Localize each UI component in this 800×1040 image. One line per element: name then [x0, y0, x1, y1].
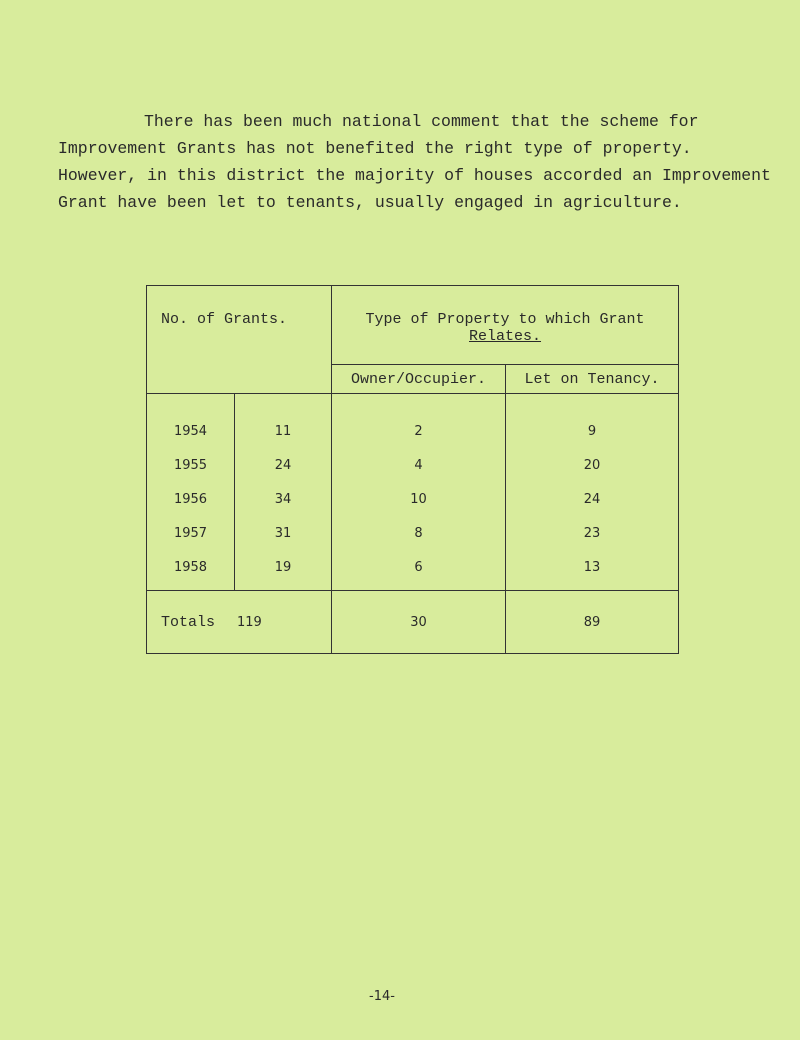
totals-cell: [147, 591, 332, 654]
table-row: [147, 448, 679, 482]
tenancy-cell: 23: [506, 516, 679, 550]
totals-owner: 30: [332, 591, 506, 654]
tenancy-cell: 9: [506, 394, 679, 449]
table-row: [147, 550, 679, 591]
grants-cell: 11: [235, 394, 332, 449]
tenancy-cell: 13: [506, 550, 679, 591]
year-cell: 1956: [147, 482, 235, 516]
header-let-on-tenancy: Let on Tenancy.: [506, 365, 679, 394]
intro-paragraph-text: There has been much national comment that the scheme for Improvement Grants has not benefited the right type of property. However, in this district the majority of houses accorded an Improvement Grant have been let to tenants, usually engaged in agriculture.: [58, 112, 771, 212]
table-header-row: [147, 286, 679, 365]
table-row: [147, 516, 679, 550]
owner-cell: 6: [332, 550, 506, 591]
totals-label: Totals: [161, 613, 216, 631]
year-cell: 1955: [147, 448, 235, 482]
page-number: -14-: [369, 989, 395, 1004]
year-cell: 1957: [147, 516, 235, 550]
header-property-type-line2: Relates.: [469, 328, 542, 345]
grants-cell: 31: [235, 516, 332, 550]
owner-cell: 4: [332, 448, 506, 482]
totals-row: [147, 591, 679, 654]
totals-grants: 119: [237, 614, 262, 630]
header-owner-occupier: Owner/Occupier.: [332, 365, 506, 394]
table-row: [147, 394, 679, 449]
owner-cell: 2: [332, 394, 506, 449]
grants-cell: 24: [235, 448, 332, 482]
improvement-grants-table: [146, 285, 679, 654]
intro-paragraph: [58, 108, 778, 216]
header-property-type-line1: Type of Property to which Grant: [365, 311, 645, 328]
table-row: [147, 482, 679, 516]
grants-cell: 34: [235, 482, 332, 516]
header-property-type: [332, 286, 679, 365]
year-cell: 1958: [147, 550, 235, 591]
owner-cell: 10: [332, 482, 506, 516]
totals-tenancy: 89: [506, 591, 679, 654]
year-cell: 1954: [147, 394, 235, 449]
tenancy-cell: 24: [506, 482, 679, 516]
grants-cell: 19: [235, 550, 332, 591]
owner-cell: 8: [332, 516, 506, 550]
tenancy-cell: 20: [506, 448, 679, 482]
header-no-of-grants: No. of Grants.: [147, 286, 332, 394]
